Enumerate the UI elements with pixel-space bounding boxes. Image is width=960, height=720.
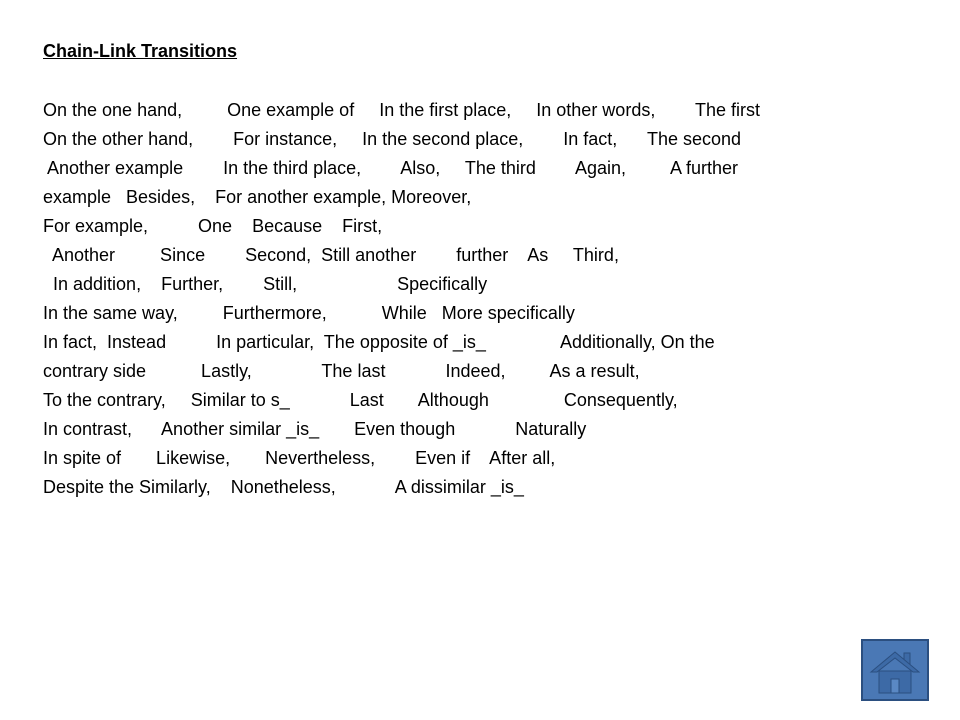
slide-title: Chain-Link Transitions — [43, 41, 238, 61]
text-line: contrary side Lastly, The last Indeed, As a result, — [43, 361, 640, 381]
text-line: Another example In the third place, Also, The third Again, A further — [43, 158, 739, 178]
house-icon — [867, 645, 923, 697]
text-line: In contrast, Another similar _is_ Even though Naturally — [43, 419, 587, 439]
text-line: On the one hand, One example of In the first place, In other words, The first — [43, 100, 761, 120]
text-line: example Besides, For another example, Moreover, — [43, 187, 472, 207]
text-line: To the contrary, Similar to s_ Last Although Consequently, — [43, 390, 678, 410]
text-line: For example, One Because First, — [43, 216, 383, 236]
home-button[interactable] — [861, 639, 929, 701]
text-line: In the same way, Furthermore, While More specifically — [43, 303, 575, 323]
text-line: On the other hand, For instance, In the second place, In fact, The second — [43, 129, 742, 149]
text-line: In addition, Further, Still, Specifically — [43, 274, 488, 294]
text-line: In fact, Instead In particular, The opposite of _is_ Additionally, On the — [43, 332, 715, 352]
text-line: In spite of Likewise, Nevertheless, Even if After all, — [43, 448, 556, 468]
text-line: Another Since Second, Still another further As Third, — [43, 245, 619, 265]
text-line: Despite the Similarly, Nonetheless, A dissimilar _is_ — [43, 477, 524, 497]
